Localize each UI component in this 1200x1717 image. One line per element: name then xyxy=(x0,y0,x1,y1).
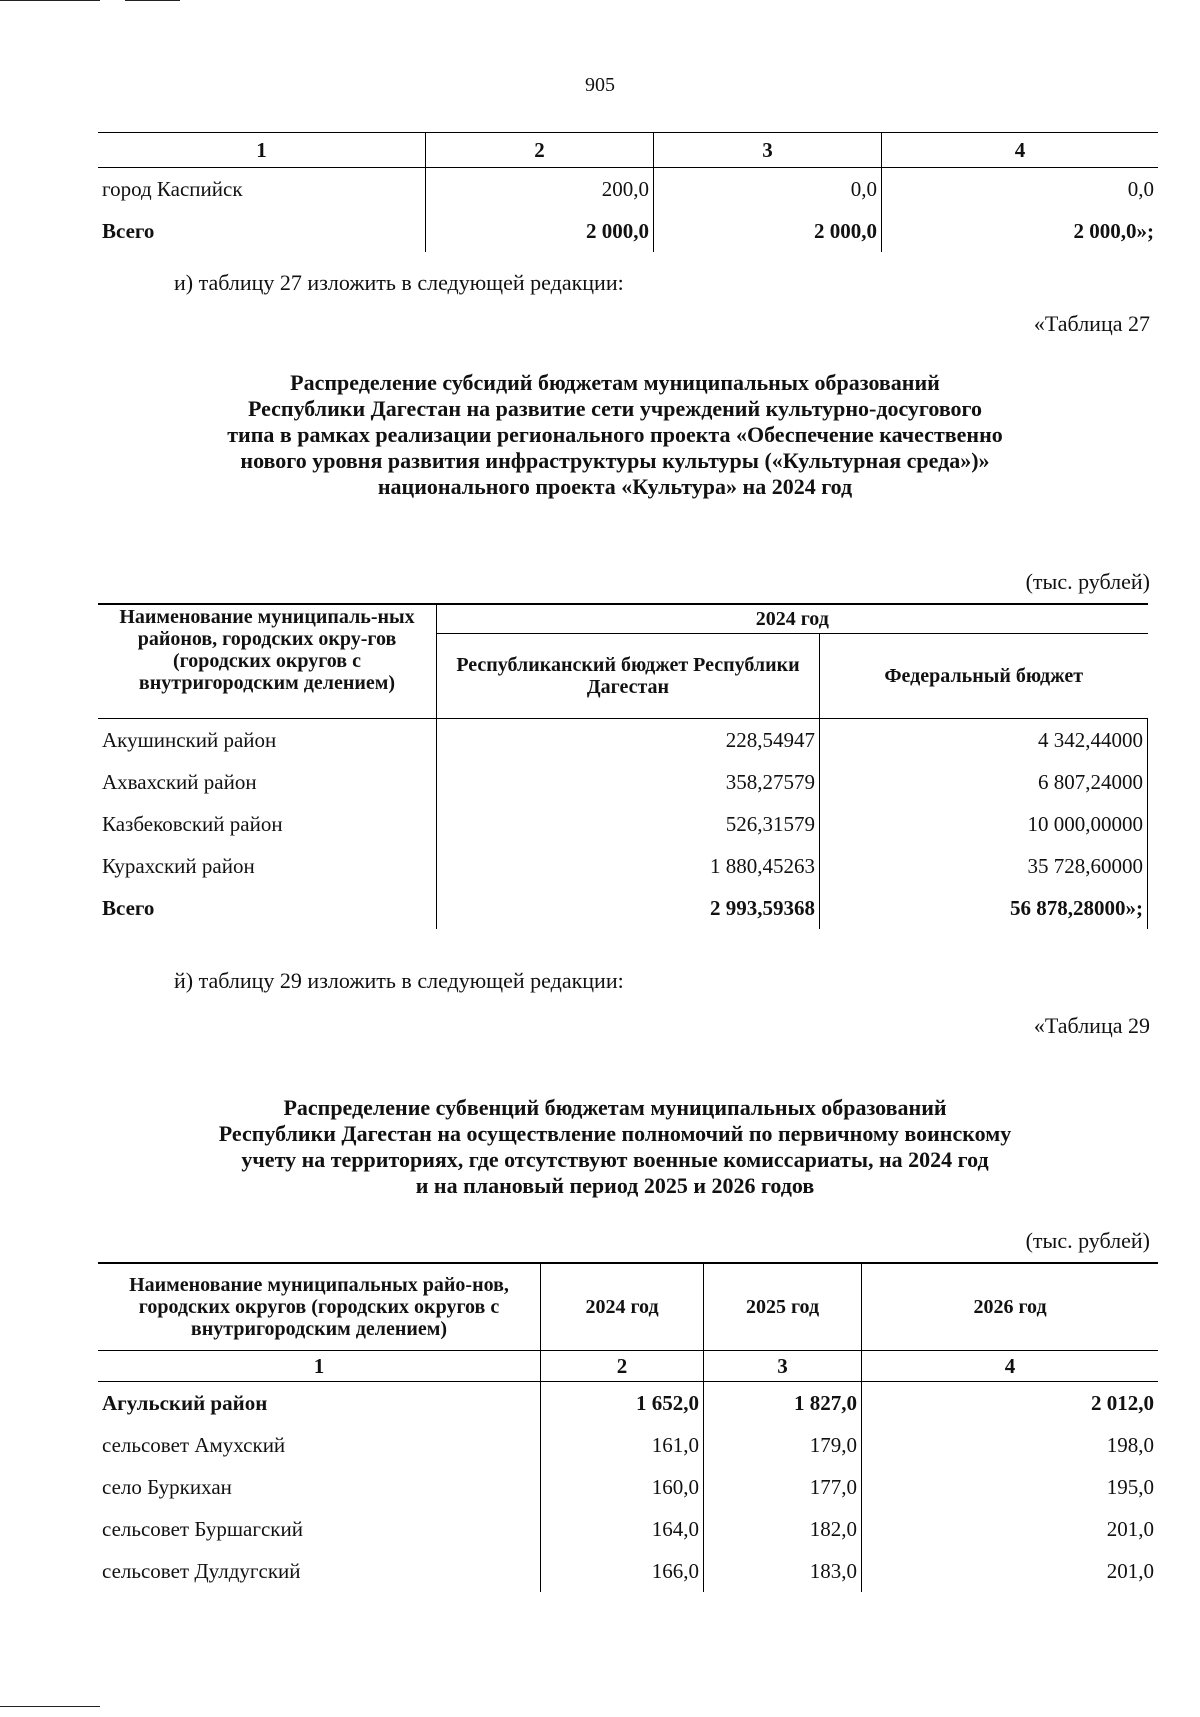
cell-value: 2 000,0 xyxy=(426,210,654,252)
cell-value: 182,0 xyxy=(704,1508,862,1550)
column-header-2025: 2025 год xyxy=(704,1263,862,1351)
page-number: 905 xyxy=(585,74,615,96)
column-header: 4 xyxy=(882,133,1159,168)
table29-title xyxy=(150,1095,1080,1199)
column-header: 1 xyxy=(98,133,426,168)
cell-value: 2 993,59368 xyxy=(437,887,820,929)
table27-label: «Таблица 27 xyxy=(1033,311,1150,336)
table-row-total xyxy=(98,887,1148,929)
table-row xyxy=(98,803,1148,845)
table-29 xyxy=(98,1262,1158,1592)
cell-value: 2 012,0 xyxy=(862,1382,1159,1425)
row-name: город Каспийск xyxy=(102,176,243,201)
table-row-district xyxy=(98,1382,1158,1425)
title-line: Распределение субвенций бюджетам муниципальных образований xyxy=(283,1095,947,1120)
cell-value: 179,0 xyxy=(704,1424,862,1466)
cell-value: 10 000,00000 xyxy=(820,803,1148,845)
cell-value: 201,0 xyxy=(862,1550,1159,1592)
table-row xyxy=(98,1466,1158,1508)
units-label: (тыс. рублей) xyxy=(1025,569,1150,594)
paragraph-j: й) таблицу 29 изложить в следующей редакции: xyxy=(174,968,624,993)
cell-value: 4 342,44000 xyxy=(820,719,1148,762)
column-header-year: 2024 год xyxy=(437,604,1148,634)
table-row-total xyxy=(98,210,1158,252)
cell-value: 160,0 xyxy=(541,1466,704,1508)
row-name: Казбековский район xyxy=(102,811,283,836)
table29-label: «Таблица 29 xyxy=(1033,1013,1150,1038)
row-name: Агульский район xyxy=(102,1390,268,1415)
table27-title xyxy=(150,370,1080,500)
row-name: Всего xyxy=(102,895,155,920)
column-number: 3 xyxy=(704,1351,862,1382)
cell-value: 6 807,24000 xyxy=(820,761,1148,803)
cell-value: 201,0 xyxy=(862,1508,1159,1550)
title-line: Республики Дагестан на осуществление полномочий по первичному воинскому xyxy=(218,1121,1012,1146)
cell-value: 358,27579 xyxy=(437,761,820,803)
cell-value: 164,0 xyxy=(541,1508,704,1550)
column-header-2024: 2024 год xyxy=(541,1263,704,1351)
cell-value: 526,31579 xyxy=(437,803,820,845)
cell-value: 1 652,0 xyxy=(541,1382,704,1425)
row-name: Ахвахский район xyxy=(102,769,257,794)
row-name: село Буркихан xyxy=(102,1474,232,1499)
table-row xyxy=(98,1550,1158,1592)
table-row xyxy=(98,845,1148,887)
cell-value: 0,0 xyxy=(882,168,1159,211)
title-line: типа в рамках реализации регионального проекта «Обеспечение качественно xyxy=(227,422,1003,447)
title-line: и на плановый период 2025 и 2026 годов xyxy=(415,1173,815,1198)
cell-value: 200,0 xyxy=(426,168,654,211)
table-row xyxy=(98,1508,1158,1550)
cell-value: 2 000,0»; xyxy=(882,210,1159,252)
cell-value: 35 728,60000 xyxy=(820,845,1148,887)
row-name: Всего xyxy=(102,218,155,243)
cell-value: 56 878,28000»; xyxy=(820,887,1148,929)
table-row xyxy=(98,761,1148,803)
column-header-federal: Федеральный бюджет xyxy=(820,634,1148,719)
column-number: 2 xyxy=(541,1351,704,1382)
units-label: (тыс. рублей) xyxy=(1025,1228,1150,1253)
cell-value: 228,54947 xyxy=(437,719,820,762)
cell-value: 1 880,45263 xyxy=(437,845,820,887)
row-name: сельсовет Амухский xyxy=(102,1432,286,1457)
row-name: Акушинский район xyxy=(102,727,277,752)
cell-value: 166,0 xyxy=(541,1550,704,1592)
cell-value: 183,0 xyxy=(704,1550,862,1592)
row-name: Курахский район xyxy=(102,853,255,878)
column-header-name: Наименование муниципаль-ных районов, городских окру-гов (городских округов с внутригородским делением) xyxy=(98,604,437,719)
scan-edge-line xyxy=(125,0,180,1)
scan-edge-line xyxy=(0,0,100,1)
title-line: нового уровня развития инфраструктуры культуры («Культурная среда»)» xyxy=(240,448,990,473)
column-header: 3 xyxy=(654,133,882,168)
cell-value: 161,0 xyxy=(541,1424,704,1466)
table-27 xyxy=(98,603,1148,929)
column-header-name: Наименование муниципальных райо-нов, городских округов (городских округов с внутригородским делением) xyxy=(98,1263,541,1351)
column-header-2026: 2026 год xyxy=(862,1263,1159,1351)
cell-value: 1 827,0 xyxy=(704,1382,862,1425)
cell-value: 195,0 xyxy=(862,1466,1159,1508)
title-line: Республики Дагестан на развитие сети учреждений культурно-досугового xyxy=(247,396,983,421)
title-line: Распределение субсидий бюджетам муниципальных образований xyxy=(290,370,940,395)
table-row xyxy=(98,1424,1158,1466)
cell-value: 0,0 xyxy=(654,168,882,211)
row-name: сельсовет Буршагский xyxy=(102,1516,303,1541)
paragraph-i: и) таблицу 27 изложить в следующей редакции: xyxy=(174,270,624,295)
title-line: учету на территориях, где отсутствуют военные комиссариаты, на 2024 год xyxy=(241,1147,989,1172)
cell-value: 2 000,0 xyxy=(654,210,882,252)
table-row xyxy=(98,719,1148,762)
column-number: 4 xyxy=(862,1351,1159,1382)
column-header: 2 xyxy=(426,133,654,168)
cell-value: 177,0 xyxy=(704,1466,862,1508)
cell-value: 198,0 xyxy=(862,1424,1159,1466)
table-continuation xyxy=(98,132,1158,252)
table-row xyxy=(98,168,1158,211)
column-number: 1 xyxy=(98,1351,541,1382)
row-name: сельсовет Дулдугский xyxy=(102,1558,301,1583)
title-line: национального проекта «Культура» на 2024 год xyxy=(377,474,853,499)
scan-edge-line xyxy=(0,1706,100,1707)
column-header-republic: Республиканский бюджет Республики Дагестан xyxy=(437,634,820,719)
column-number-row xyxy=(98,1351,1158,1382)
